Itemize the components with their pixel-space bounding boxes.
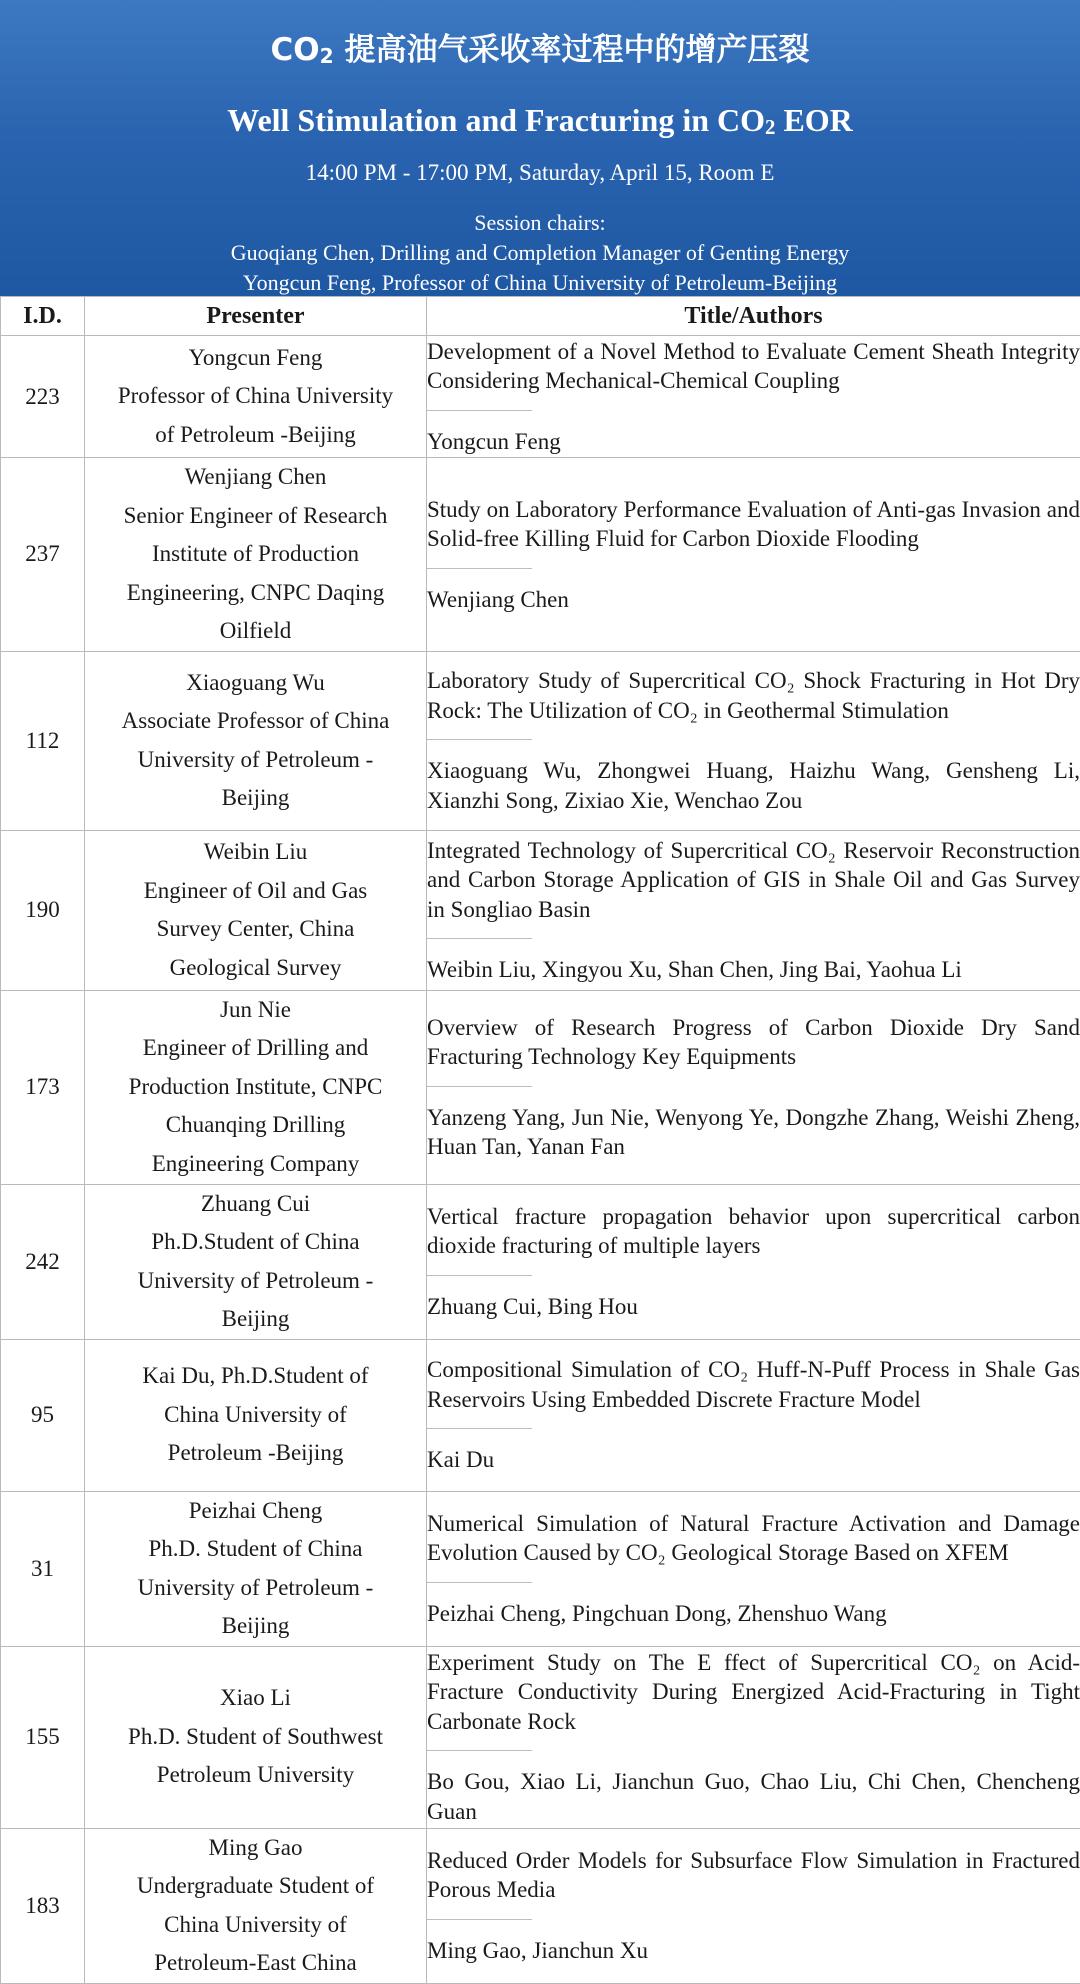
session-id: 237 [1, 458, 85, 652]
presenter-affiliation-line: of Petroleum -Beijing [85, 416, 426, 455]
title-author-divider [427, 568, 532, 569]
session-chairs [0, 208, 1080, 298]
presenter-affiliation-line: Engineer of Oil and Gas [85, 872, 426, 911]
presenter-name: Jun Nie [85, 991, 426, 1030]
title-authors-cell [427, 990, 1080, 1184]
table-row [1, 1828, 1080, 1983]
presenter-affiliation-line: Petroleum University [85, 1756, 426, 1795]
table-row [1, 830, 1080, 990]
paper-title: Laboratory Study of Supercritical CO₂ Shock Fracturing in Hot Dry Rock: The Utilization of CO₂ in Geothermal Stimulation [427, 666, 1080, 725]
session-title-english: Well Stimulation and Fracturing in $CO_2$ EOR [0, 98, 1080, 142]
title-authors-cell [427, 336, 1080, 458]
presenter-name: Peizhai Cheng [85, 1492, 426, 1531]
session-id: 223 [1, 336, 85, 458]
presenter-affiliation-line: University of Petroleum - [85, 741, 426, 780]
chairs-label: Session chairs: [0, 208, 1080, 238]
presenter-name: Kai Du, Ph.D.Student of [85, 1357, 426, 1396]
table-row [1, 1339, 1080, 1491]
presenter-affiliation-line: University of Petroleum - [85, 1569, 426, 1608]
presenter-affiliation-line: Beijing [85, 779, 426, 818]
title-author-divider [427, 938, 532, 939]
column-header-title-authors: Title/Authors [427, 297, 1080, 336]
session-id: 95 [1, 1339, 85, 1491]
presenter-affiliation-line: Beijing [85, 1300, 426, 1339]
presenter-name: Ming Gao [85, 1829, 426, 1868]
title-authors-cell [427, 1646, 1080, 1828]
session-id: 173 [1, 990, 85, 1184]
presenter-affiliation-line: Petroleum-East China [85, 1944, 426, 1983]
table-row [1, 458, 1080, 652]
presenter-affiliation-line: Production Institute, CNPC [85, 1068, 426, 1107]
paper-title: Integrated Technology of Supercritical CO₂ Reservoir Reconstruction and Carbon Storage Application of GIS in Shale Oil and Gas Survey in Songliao Basin [427, 836, 1080, 925]
session-id: 183 [1, 1828, 85, 1983]
paper-authors: Yongcun Feng [427, 427, 1080, 457]
presenter-name: Xiaoguang Wu [85, 664, 426, 703]
title-authors-cell [427, 651, 1080, 830]
presenter-affiliation-line: Engineering, CNPC Daqing [85, 574, 426, 613]
presenter-name: Zhuang Cui [85, 1185, 426, 1224]
session-time: 14:00 PM - 17:00 PM, Saturday, April 15, Room E [0, 157, 1080, 189]
title-authors-cell [427, 1339, 1080, 1491]
title-authors-cell [427, 458, 1080, 652]
paper-authors: Ming Gao, Jianchun Xu [427, 1936, 1080, 1966]
column-header-id: I.D. [1, 297, 85, 336]
title-authors-cell [427, 1184, 1080, 1339]
presenter-affiliation-line: Ph.D.Student of China [85, 1223, 426, 1262]
presenter-affiliation-line: Geological Survey [85, 949, 426, 988]
session-id: 31 [1, 1491, 85, 1646]
title-author-divider [427, 1086, 532, 1087]
paper-title: Study on Laboratory Performance Evaluation of Anti-gas Invasion and Solid-free Killing Fluid for Carbon Dioxide Flooding [427, 495, 1080, 554]
paper-title: Development of a Novel Method to Evaluate Cement Sheath Integrity Considering Mechanical-Chemical Coupling [427, 337, 1080, 396]
title-author-divider [427, 739, 532, 740]
table-row [1, 651, 1080, 830]
presenter-name: Weibin Liu [85, 833, 426, 872]
presenter-cell [85, 990, 427, 1184]
presenter-affiliation-line: Chuanqing Drilling [85, 1106, 426, 1145]
table-body [1, 336, 1080, 1984]
presenter-affiliation-line: Ph.D. Student of China [85, 1530, 426, 1569]
paper-title: Overview of Research Progress of Carbon Dioxide Dry Sand Fracturing Technology Key Equipments [427, 1013, 1080, 1072]
presenter-cell [85, 1828, 427, 1983]
presenter-cell [85, 1184, 427, 1339]
presenter-affiliation-line: Engineering Company [85, 1145, 426, 1184]
paper-authors: Zhuang Cui, Bing Hou [427, 1292, 1080, 1322]
title-author-divider [427, 1428, 532, 1429]
table-row [1, 990, 1080, 1184]
paper-title: Experiment Study on The E ffect of Supercritical CO₂ on Acid-Fracture Conductivity During Energized Acid-Fracturing in Tight Carbonate Rock [427, 1648, 1080, 1737]
chair-1: Guoqiang Chen, Drilling and Completion Manager of Genting Energy [0, 238, 1080, 268]
paper-authors: Weibin Liu, Xingyou Xu, Shan Chen, Jing Bai, Yaohua Li [427, 955, 1080, 985]
presenter-affiliation-line: China University of [85, 1396, 426, 1435]
presenter-name: Xiao Li [85, 1679, 426, 1718]
presenter-cell [85, 830, 427, 990]
paper-authors: Yanzeng Yang, Jun Nie, Wenyong Ye, Dongzhe Zhang, Weishi Zheng, Huan Tan, Yanan Fan [427, 1103, 1080, 1162]
title-author-divider [427, 1919, 532, 1920]
session-id: 242 [1, 1184, 85, 1339]
session-header [0, 0, 1080, 296]
session-id: 155 [1, 1646, 85, 1828]
paper-title: Vertical fracture propagation behavior upon supercritical carbon dioxide fracturing of multiple layers [427, 1202, 1080, 1261]
presenter-affiliation-line: Engineer of Drilling and [85, 1029, 426, 1068]
presenter-affiliation-line: Petroleum -Beijing [85, 1434, 426, 1473]
presenter-cell [85, 1339, 427, 1491]
presenter-affiliation-line: Ph.D. Student of Southwest [85, 1718, 426, 1757]
paper-authors: Kai Du [427, 1445, 1080, 1475]
presenter-cell [85, 651, 427, 830]
title-author-divider [427, 1582, 532, 1583]
presenter-cell [85, 458, 427, 652]
paper-authors: Peizhai Cheng, Pingchuan Dong, Zhenshuo Wang [427, 1599, 1080, 1629]
title-author-divider [427, 410, 532, 411]
presenter-name: Wenjiang Chen [85, 458, 426, 497]
presenter-cell [85, 336, 427, 458]
paper-authors: Bo Gou, Xiao Li, Jianchun Guo, Chao Liu, Chi Chen, Chencheng Guan [427, 1767, 1080, 1826]
session-id: 112 [1, 651, 85, 830]
presenter-affiliation-line: Undergraduate Student of [85, 1867, 426, 1906]
schedule-table [0, 296, 1080, 1984]
presenter-affiliation-line: University of Petroleum - [85, 1262, 426, 1301]
chair-2: Yongcun Feng, Professor of China University of Petroleum-Beijing [0, 268, 1080, 298]
title-authors-cell [427, 1491, 1080, 1646]
table-header-row [1, 297, 1080, 336]
presenter-affiliation-line: Senior Engineer of Research [85, 497, 426, 536]
presenter-affiliation-line: Institute of Production [85, 535, 426, 574]
presenter-cell [85, 1491, 427, 1646]
presenter-affiliation-line: Beijing [85, 1607, 426, 1646]
session-id: 190 [1, 830, 85, 990]
presenter-affiliation-line: Oilfield [85, 612, 426, 651]
table-row [1, 1184, 1080, 1339]
paper-authors: Wenjiang Chen [427, 585, 1080, 615]
column-header-presenter: Presenter [85, 297, 427, 336]
paper-title: Reduced Order Models for Subsurface Flow Simulation in Fractured Porous Media [427, 1846, 1080, 1905]
presenter-name: Yongcun Feng [85, 339, 426, 378]
paper-authors: Xiaoguang Wu, Zhongwei Huang, Haizhu Wang, Gensheng Li, Xianzhi Song, Zixiao Xie, Wenchao Zou [427, 756, 1080, 815]
presenter-cell [85, 1646, 427, 1828]
title-authors-cell [427, 1828, 1080, 1983]
presenter-affiliation-line: Associate Professor of China [85, 702, 426, 741]
paper-title: Compositional Simulation of CO₂ Huff-N-Puff Process in Shale Gas Reservoirs Using Embedded Discrete Fracture Model [427, 1355, 1080, 1414]
presenter-affiliation-line: China University of [85, 1906, 426, 1945]
presenter-affiliation-line: Survey Center, China [85, 910, 426, 949]
table-row [1, 336, 1080, 458]
table-row [1, 1491, 1080, 1646]
session-title-chinese: $CO_2$ 提高油气采收率过程中的增产压裂 [0, 28, 1080, 72]
presenter-affiliation-line: Professor of China University [85, 377, 426, 416]
title-author-divider [427, 1275, 532, 1276]
table-row [1, 1646, 1080, 1828]
title-author-divider [427, 1750, 532, 1751]
paper-title: Numerical Simulation of Natural Fracture Activation and Damage Evolution Caused by CO₂ Geological Storage Based on XFEM [427, 1509, 1080, 1568]
title-authors-cell [427, 830, 1080, 990]
